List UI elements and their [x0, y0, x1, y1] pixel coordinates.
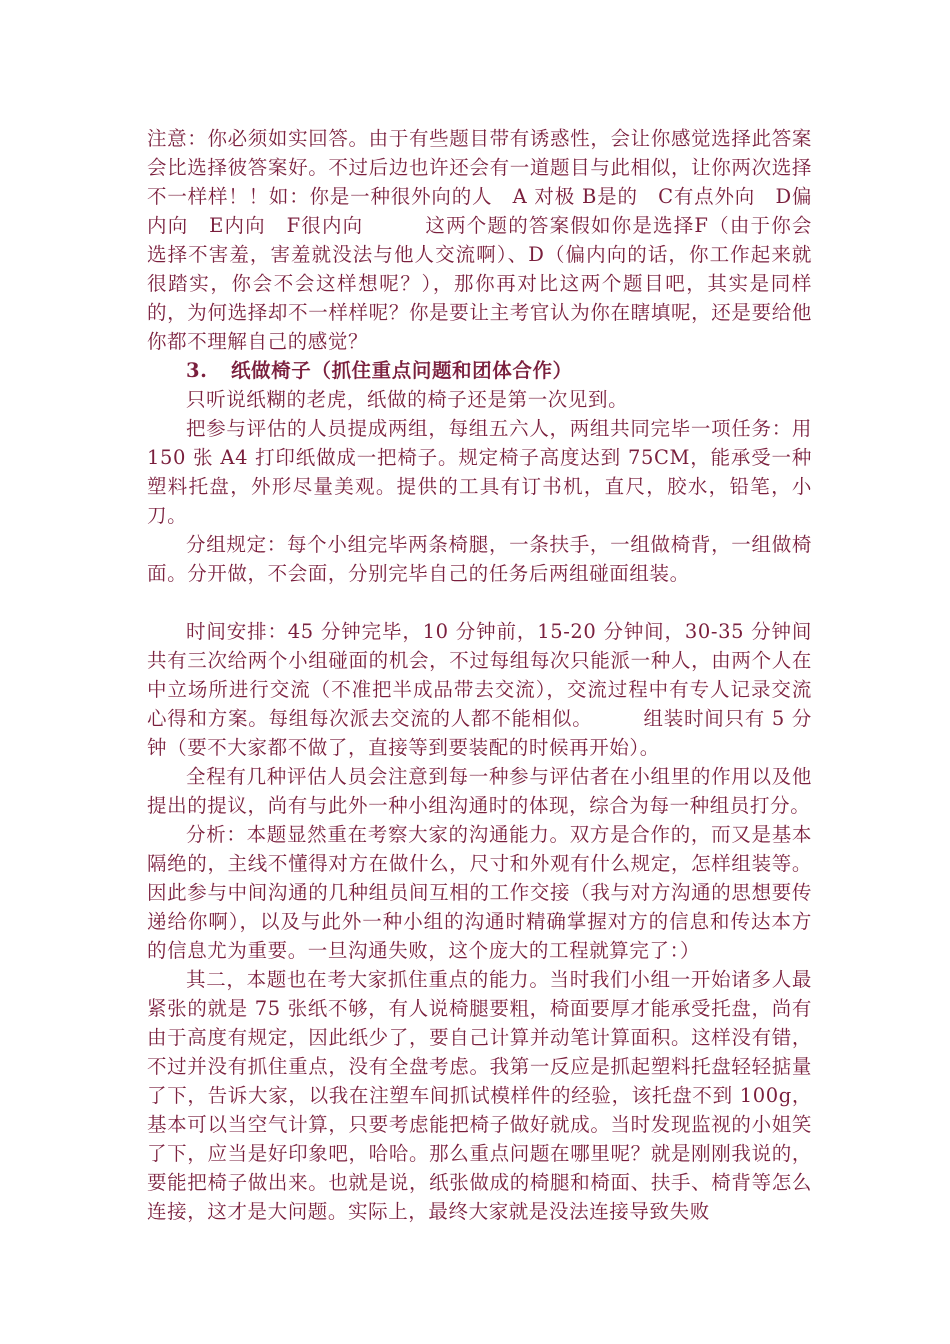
section-title: 纸做椅子（抓住重点问题和团体合作） — [230, 359, 573, 382]
grouping-paragraph: 分组规定：每个小组完毕两条椅腿，一条扶手，一组做椅背，一组做椅面。分开做，不会面，分别完毕自己的任务后两组碰面组装。 — [147, 533, 812, 585]
evaluation-paragraph: 全程有几种评估人员会注意到每一种参与评估者在小组里的作用以及他提出的提议，尚有与此外一种小组沟通时的体现，综合为每一种组员打分。 — [147, 765, 812, 817]
schedule-paragraph: 时间安排：45 分钟完毕，10 分钟前，15-20 分钟间，30-35 分钟间共有三次给两个小组碰面的机会，不过每组每次只能派一种人，由两个人在中立场所进行交流（不准把半成品带去交流），交流过程中有专人记录交流心得和方案。每组每次派去交流的人都不能相似。 组装时间只有 5 分钟（要不大家都不做了，直接等到要装配的时候再开始）。 — [147, 620, 812, 759]
section-heading — [147, 356, 812, 385]
section-number: 3. — [186, 359, 208, 382]
note-paragraph: 注意：你必须如实回答。由于有些题目带有诱惑性，会让你感觉选择此答案会比选择彼答案好。不过后边也许还会有一道题目与此相似，让你两次选择不一样样！！如：你是一种很外向的人 A 对极 B是的 C有点外向 D偏内向 E内向 F很内向 这两个题的答案假如你是选择F（由于你会选择不害羞，害羞就没法与他人交流啊）、D（偏内向的话，你工作起来就很踏实，你会不会这样想呢？），那你再对比这两个题目吧，其实是同样的，为何选择却不一样样呢？你是要让主考官认为你在瞎填呢，还是要给他你都不理解自己的感觉？ — [147, 127, 812, 353]
blank-line — [147, 588, 812, 617]
document-body — [147, 124, 812, 1226]
intro-paragraph: 只听说纸糊的老虎，纸做的椅子还是第一次见到。 — [186, 388, 629, 411]
analysis-paragraph: 分析：本题显然重在考察大家的沟通能力。双方是合作的，而又是基本隔绝的，主线不懂得对方在做什么，尺寸和外观有什么规定，怎样组装等。因此参与中间沟通的几种组员间互相的工作交接（我与对方沟通的思想要传递给你啊），以及与此外一种小组的沟通时精确掌握对方的信息和传达本方的信息尤为重要。一旦沟通失败，这个庞大的工程就算完了：） — [147, 823, 812, 962]
task-paragraph: 把参与评估的人员提成两组，每组五六人，两组共同完毕一项任务：用 150 张 A4 打印纸做成一把椅子。规定椅子高度达到 75CM，能承受一种塑料托盘，外形尽量美观。提供的工具有订书机，直尺，胶水，铅笔，小刀。 — [147, 417, 812, 527]
second-point-paragraph: 其二，本题也在考大家抓住重点的能力。当时我们小组一开始诸多人最紧张的就是 75 张纸不够，有人说椅腿要粗，椅面要厚才能承受托盘，尚有由于高度有规定，因此纸少了，要自己计算并动笔计算面积。这样没有错，不过并没有抓住重点，没有全盘考虑。我第一反应是抓起塑料托盘轻轻掂量了下，告诉大家，以我在注塑车间抓试模样件的经验，该托盘不到 100g，基本可以当空气计算，只要考虑能把椅子做好就成。当时发现监视的小姐笑了下，应当是好印象吧，哈哈。那么重点问题在哪里呢？就是刚刚我说的，要能把椅子做出来。也就是说，纸张做成的椅腿和椅面、扶手、椅背等怎么连接，这才是大问题。实际上，最终大家就是没法连接导致失败 — [147, 968, 812, 1223]
